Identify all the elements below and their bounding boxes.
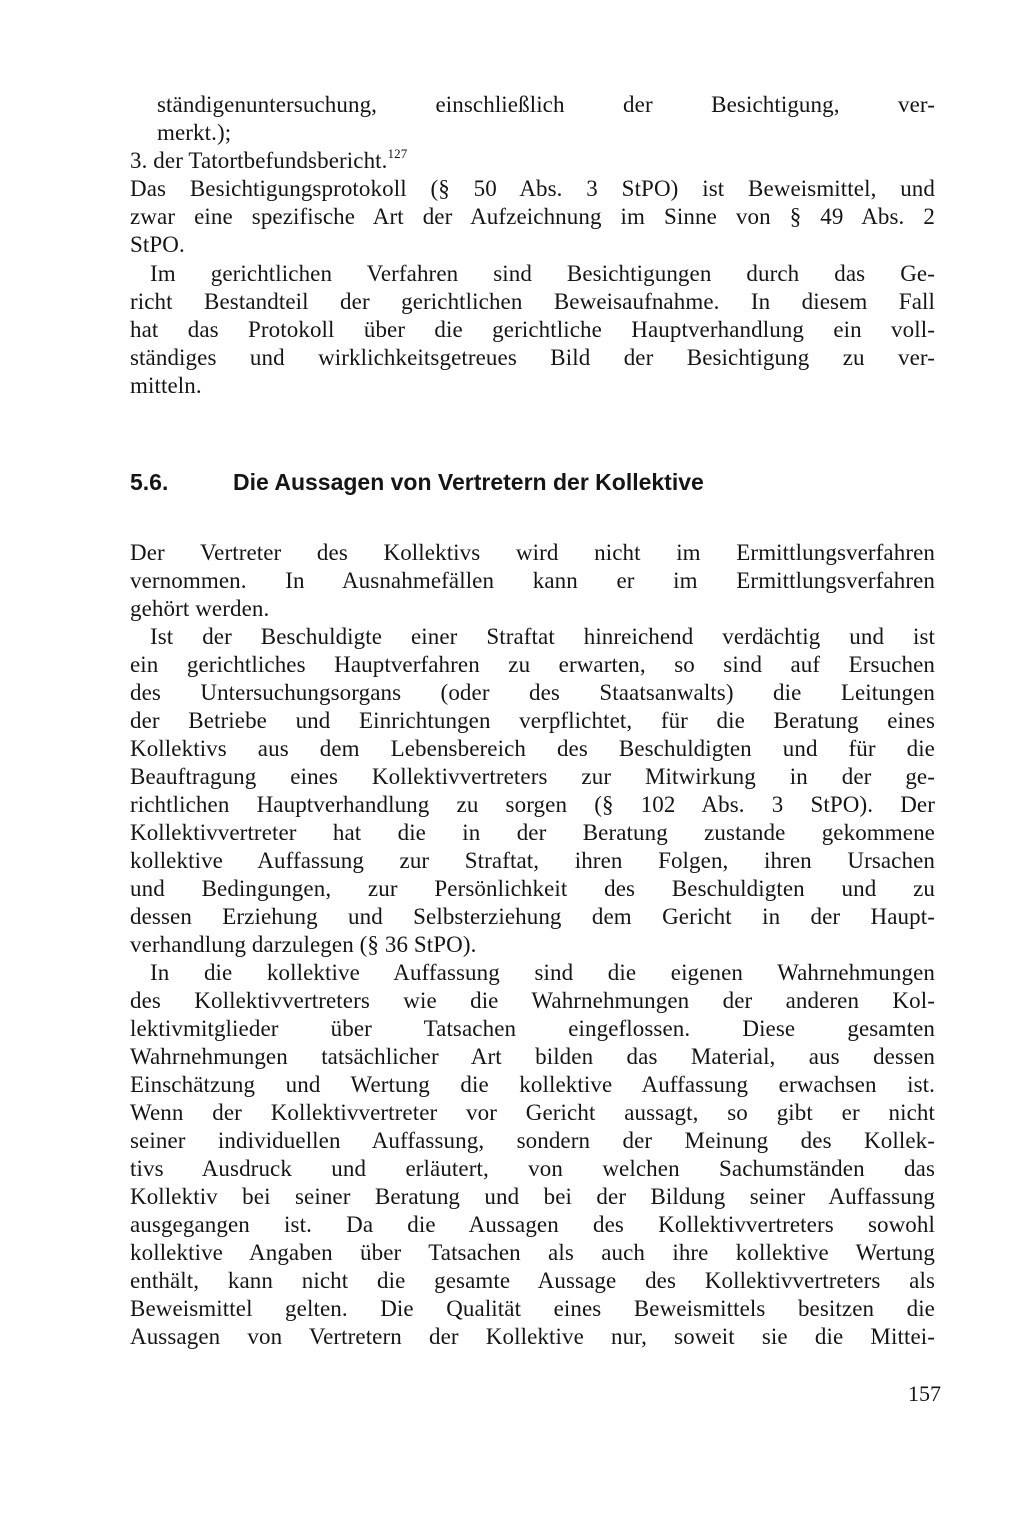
text-line: ständigenuntersuchung, einschließlich der Besichtigung, ver- <box>157 92 935 117</box>
text-line: richtlichen Hauptverhandlung zu sorgen (§ 102 Abs. 3 StPO). Der <box>130 792 935 817</box>
text-line: StPO. <box>130 232 185 257</box>
text-line: verhandlung darzulegen (§ 36 StPO). <box>130 932 477 957</box>
text-line: enthält, kann nicht die gesamte Aussage des Kollektivvertreters als <box>130 1268 935 1293</box>
text-line: kollektive Auffassung zur Straftat, ihren Folgen, ihren Ursachen <box>130 848 935 873</box>
list-item-text: 3. der Tatortbefundsbericht. <box>130 148 388 173</box>
text-line: richt Bestandteil der gerichtlichen Beweisaufnahme. In diesem Fall <box>130 289 935 314</box>
text-line: Beweismittel gelten. Die Qualität eines Beweismittels besitzen die <box>130 1296 935 1321</box>
text-line: Der Vertreter des Kollektivs wird nicht im Ermittlungsverfahren <box>130 540 935 565</box>
text-line: tivs Ausdruck und erläutert, von welchen Sachumständen das <box>130 1156 935 1181</box>
text-line: mitteln. <box>130 373 202 398</box>
page-number: 157 <box>908 1381 941 1406</box>
text-line: zwar eine spezifische Art der Aufzeichnung im Sinne von § 49 Abs. 2 <box>130 204 935 229</box>
text-line: hat das Protokoll über die gerichtliche Hauptverhandlung ein voll- <box>130 317 935 342</box>
text-line: Kollektivs aus dem Lebensbereich des Beschuldigten und für die <box>130 736 935 761</box>
text-line: dessen Erziehung und Selbsterziehung dem Gericht in der Haupt- <box>130 904 935 929</box>
text-line: seiner individuellen Auffassung, sondern der Meinung des Kollek- <box>130 1128 935 1153</box>
text-line: Beauftragung eines Kollektivvertreters zur Mitwirkung in der ge- <box>130 764 935 789</box>
text-line: Wahrnehmungen tatsächlicher Art bilden das Material, aus dessen <box>130 1044 935 1069</box>
text-line: kollektive Angaben über Tatsachen als auch ihre kollektive Wertung <box>130 1240 935 1265</box>
text-line: gehört werden. <box>130 596 270 621</box>
footnote-marker: 127 <box>387 146 408 161</box>
text-line: ausgegangen ist. Da die Aussagen des Kollektivvertreters sowohl <box>130 1212 935 1237</box>
text-line: Kollektiv bei seiner Beratung und bei der Bildung seiner Auffassung <box>130 1184 935 1209</box>
text-line: merkt.); <box>157 120 232 145</box>
text-line: Einschätzung und Wertung die kollektive Auffassung erwachsen ist. <box>130 1072 935 1097</box>
text-line: der Betriebe und Einrichtungen verpflichtet, für die Beratung eines <box>130 708 935 733</box>
text-line: In die kollektive Auffassung sind die eigenen Wahrnehmungen <box>150 960 935 985</box>
section-number: 5.6. <box>130 469 169 495</box>
text-line: lektivmitglieder über Tatsachen eingeflossen. Diese gesamten <box>130 1016 935 1041</box>
text-line: ständiges und wirklichkeitsgetreues Bild der Besichtigung zu ver- <box>130 345 935 370</box>
text-line: des Kollektivvertreters wie die Wahrnehmungen der anderen Kol- <box>130 988 935 1013</box>
text-line: Ist der Beschuldigte einer Straftat hinreichend verdächtig und ist <box>150 624 935 649</box>
text-line: Kollektivvertreter hat die in der Beratung zustande gekommene <box>130 820 935 845</box>
text-line: Aussagen von Vertretern der Kollektive nur, soweit sie die Mittei- <box>130 1324 935 1349</box>
list-item-3 <box>130 147 407 175</box>
text-line: des Untersuchungsorgans (oder des Staatsanwalts) die Leitungen <box>130 680 935 705</box>
section-title: Die Aussagen von Vertretern der Kollektive <box>233 469 704 495</box>
text-line: Das Besichtigungsprotokoll (§ 50 Abs. 3 StPO) ist Beweismittel, und <box>130 176 935 201</box>
text-line: ein gerichtliches Hauptverfahren zu erwarten, so sind auf Ersuchen <box>130 652 935 677</box>
text-line: und Bedingungen, zur Persönlichkeit des Beschuldigten und zu <box>130 876 935 901</box>
text-line: Im gerichtlichen Verfahren sind Besichtigungen durch das Ge- <box>150 261 935 286</box>
text-line: vernommen. In Ausnahmefällen kann er im Ermittlungsverfahren <box>130 568 935 593</box>
text-line: Wenn der Kollektivvertreter vor Gericht aussagt, so gibt er nicht <box>130 1100 935 1125</box>
